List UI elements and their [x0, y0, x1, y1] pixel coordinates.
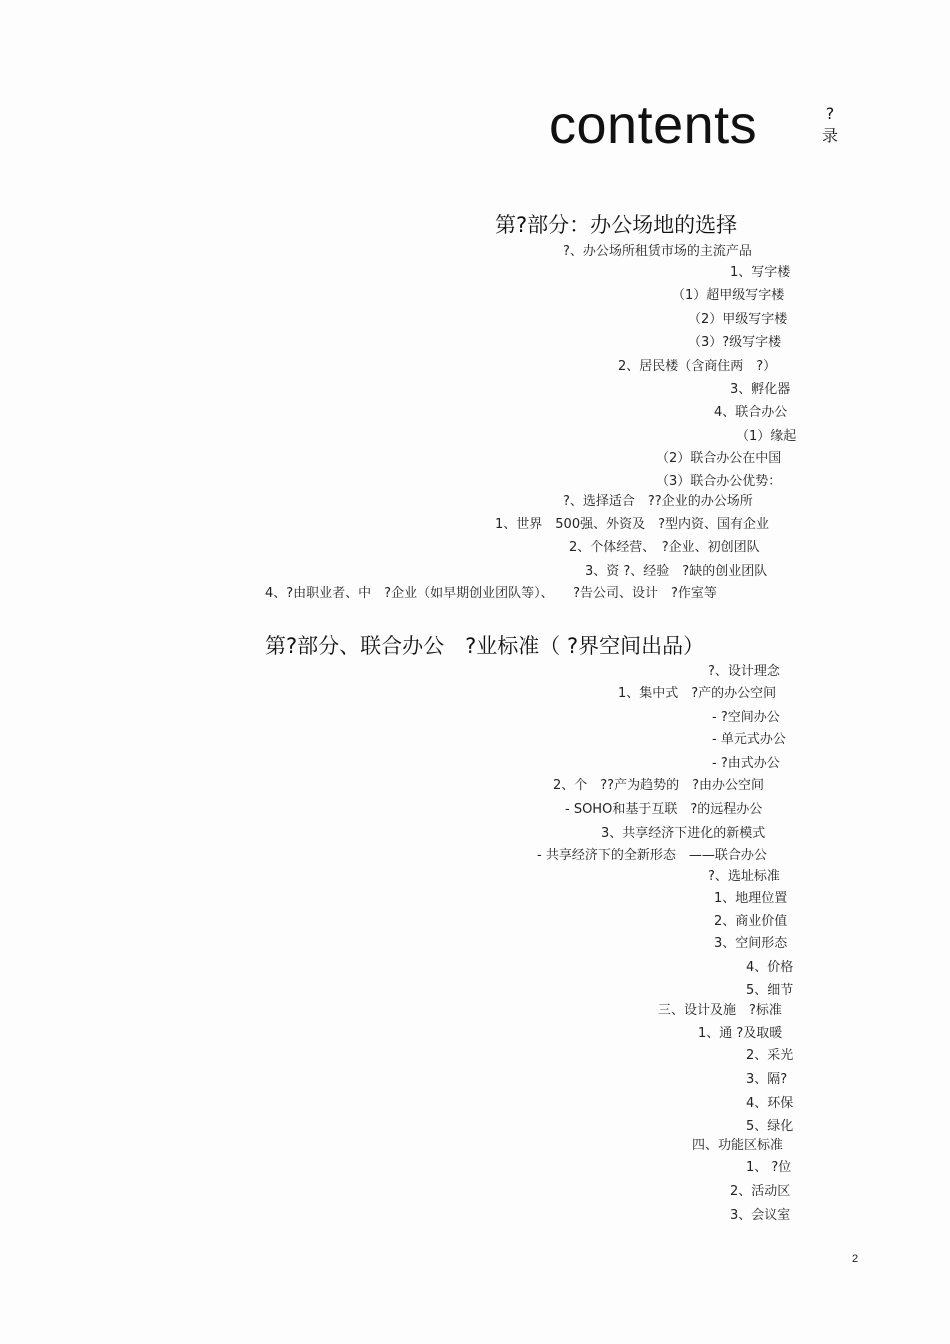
toc-entry: 4、价格	[746, 960, 794, 975]
section-heading-part-2: 第?部分、联合办公 ?业标准（ ?界空间出品）	[265, 634, 705, 658]
toc-entry: 4、环保	[746, 1096, 794, 1111]
toc-entry: ?、办公场所租赁市场的主流产品	[563, 244, 752, 259]
toc-entry: - ?空间办公	[712, 710, 780, 725]
toc-entry: 4、?由职业者、中 ?企业（如早期创业团队等）、 ?告公司、设计 ?作室等	[265, 586, 717, 601]
toc-entry: 5、细节	[746, 983, 794, 998]
toc-entry: 4、联合办公	[714, 405, 788, 420]
title-side-char-1: ?	[825, 104, 835, 123]
toc-entry: ?、设计理念	[708, 664, 780, 679]
toc-entry: 2、采光	[746, 1048, 794, 1063]
toc-entry: （2）甲级写字楼	[688, 312, 788, 327]
toc-entry: 1、写字楼	[730, 265, 791, 280]
toc-entry: 2、商业价值	[714, 914, 788, 929]
toc-entry: - 共享经济下的全新形态 ——联合办公	[537, 848, 767, 863]
title-side-char-2: 录	[822, 126, 839, 145]
toc-entry: 2、个体经营、 ?企业、初创团队	[569, 540, 760, 555]
toc-entry: 1、世界 500强、外资及 ?型内资、国有企业	[495, 517, 769, 532]
title-side-label	[822, 103, 838, 147]
toc-entry: 3、会议室	[730, 1208, 791, 1223]
toc-entry: 2、活动区	[730, 1184, 791, 1199]
toc-entry: 三、设计及施 ?标准	[658, 1003, 782, 1018]
toc-entry: 3、共享经济下进化的新模式	[601, 826, 766, 841]
toc-entry: - SOHO和基于互联 ?的远程办公	[565, 802, 763, 817]
toc-entry: 1、通 ?及取暖	[698, 1026, 783, 1041]
toc-entry: （2）联合办公在中国	[656, 451, 782, 466]
section-heading-part-1: 第?部分：办公场地的选择	[495, 213, 738, 237]
toc-entry: - 单元式办公	[712, 732, 786, 747]
toc-entry: ?、选址标准	[708, 869, 780, 884]
toc-entry: （1）缘起	[736, 429, 797, 444]
page-number: 2	[852, 1253, 859, 1265]
toc-entry: （3）?级写字楼	[688, 335, 782, 350]
toc-entry: 1、地理位置	[714, 891, 788, 906]
toc-entry: 1、集中式 ?产的办公空间	[618, 686, 777, 701]
toc-entry: 3、孵化器	[730, 382, 791, 397]
toc-entry: （3）联合办公优势：	[656, 474, 782, 489]
toc-entry: 3、资 ?、经验 ?缺的创业团队	[585, 564, 768, 579]
toc-entry: 1、 ?位	[746, 1160, 792, 1175]
toc-entry: - ?由式办公	[712, 756, 780, 771]
toc-entry: 5、绿化	[746, 1119, 794, 1134]
toc-entry: 3、空间形态	[714, 936, 788, 951]
toc-entry: （1）超甲级写字楼	[672, 288, 785, 303]
toc-entry: ?、选择适合 ??企业的办公场所	[563, 494, 753, 509]
toc-entry: 四、功能区标准	[692, 1138, 784, 1153]
contents-title: contents	[549, 95, 758, 155]
toc-entry: 2、居民楼（含商住两 ?）	[618, 359, 777, 374]
toc-entry: 2、个 ??产为趋势的 ?由办公空间	[553, 778, 764, 793]
toc-entry: 3、隔?	[746, 1072, 788, 1087]
